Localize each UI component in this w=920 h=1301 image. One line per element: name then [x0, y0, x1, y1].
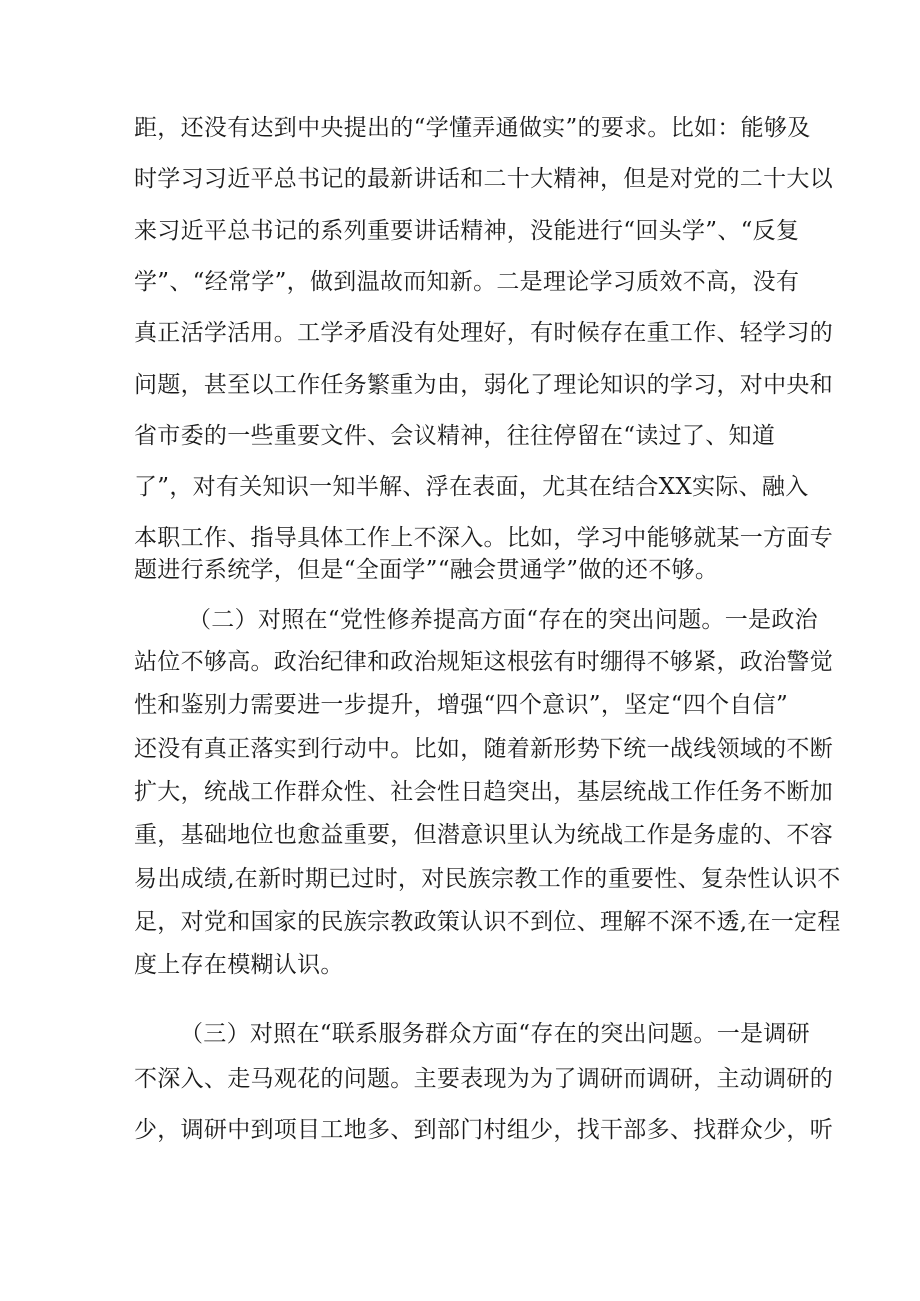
text-line: 省市委的一些重要文件、会议精神，往往停留在“读过了、知道 [134, 423, 776, 449]
text-line: 题进行系统学，但是“全面学”“融会贯通学”做的还不够。 [134, 557, 719, 583]
text-line: 扩大，统战工作群众性、社会性日趋突出，基层统战工作任务不断加 [134, 779, 833, 805]
text-line: 本职工作、指导具体工作上不深入。比如，学习中能够就某一方面专 [134, 525, 833, 551]
text-line: 重，基础地位也愈益重要，但潜意识里认为统战工作是务虚的、不容 [134, 822, 833, 848]
text-line: 足，对党和国家的民族宗教政策认识不到位、理解不深不透,在一定程 [134, 909, 841, 935]
text-line: 学”、“经常学”，做到温故而知新。二是理论学习质效不高，没有 [134, 269, 800, 295]
text-line: 还没有真正落实到行动中。比如，随着新形势下统一战线领域的不断 [134, 736, 833, 762]
text-line: 不深入、走马观花的问题。主要表现为为了调研而调研，主动调研的 [134, 1066, 833, 1092]
paragraph-3-first-line: （三）对照在“联系服务群众方面“存在的突出问题。一是调研 [180, 1021, 810, 1047]
text-line: 真正活学活用。工学矛盾没有处理好，有时候存在重工作、轻学习的 [134, 320, 833, 346]
text-line: 距，还没有达到中央提出的“学懂弄通做实”的要求。比如：能够及 [134, 115, 811, 141]
text-line: 来习近平总书记的系列重要讲话精神，没能进行“回头学”、“反复 [134, 218, 800, 244]
paragraph-2-first-line: （二）对照在“党性修养提高方面“存在的突出问题。一是政治 [188, 607, 818, 633]
text-line: 易出成绩,在新时期已过时，对民族宗教工作的重要性、复杂性认识不 [134, 866, 841, 892]
text-line: 问题，甚至以工作任务繁重为由，弱化了理论知识的学习，对中央和 [134, 372, 833, 398]
text-line: 少，调研中到项目工地多、到部门村组少，找干部多、找群众少，听 [134, 1117, 833, 1143]
text-line: 时学习习近平总书记的最新讲话和二十大精神，但是对党的二十大以 [134, 166, 833, 192]
text-line: 站位不够高。政治纪律和政治规矩这根弦有时绷得不够紧，政治警觉 [134, 649, 833, 675]
text-line: 了”，对有关知识一知半解、浮在表面，尤其在结合XX实际、融入 [134, 474, 809, 500]
text-line: 性和鉴别力需要进一步提升，增强“四个意识”，坚定“四个自信” [134, 692, 789, 718]
text-line: 度上存在模糊认识。 [134, 952, 344, 978]
